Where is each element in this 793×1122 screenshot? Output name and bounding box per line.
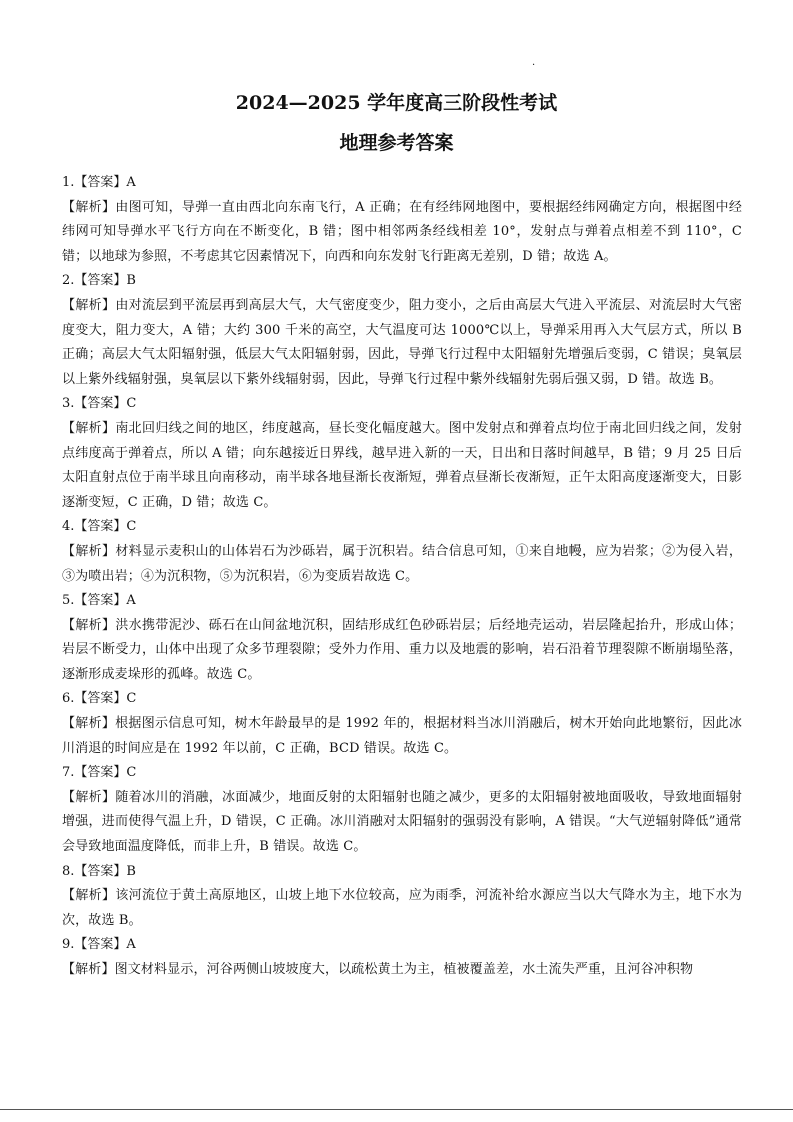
explanation-1: 【解析】由图可知，导弹一直由西北向东南飞行，A 正确；在有经纬网地图中，要根据经纬网确定方向，根据图中经纬网可知导弹水平飞行方向在不断变化，B 错；图中相邻两条经线相差 10°，发射点与弹着点相差不到 110°，C 错；以地球为参照，不考虑其它因素情况下，向西和向东发射飞行距离无差别，D 错；故选 A。: [62, 199, 742, 264]
explanation-9: 【解析】图文材料显示，河谷两侧山坡坡度大，以疏松黄土为主，植被覆盖差，水土流失严重，且河谷冲积物: [62, 962, 694, 977]
explanation-6: 【解析】根据图示信息可知，树木年龄最早的是 1992 年的，根据材料当冰川消融后，树木开始向此地繁衍，因此冰川消退的时间应是在 1992 年以前，C 正确，BCD 错误。故选 C。: [62, 716, 742, 756]
answer-9: 9.【答案】A: [62, 937, 136, 953]
answer-1: 1.【答案】A: [62, 175, 136, 190]
answer-7: 7.【答案】C: [62, 765, 137, 781]
answer-list: [62, 171, 742, 983]
explanation-4: 【解析】材料显示麦积山的山体岩石为沙砾岩，属于沉积岩。结合信息可知，①来自地幔，应为岩浆；②为侵入岩，③为喷出岩；④为沉积物，⑤为沉积岩，⑥为变质岩故选 C。: [62, 543, 742, 584]
page-subtitle: 地理参考答案: [339, 132, 454, 154]
explanation-2: 【解析】由对流层到平流层再到高层大气，大气密度变少，阻力变小，之后由高层大气进入平流层、对流层时大气密度变大，阻力变大，A 错；大约 300 千米的高空，大气温度可达 1000℃以上，导弹采用再入大气层方式，所以 B 正确；高层大气太阳辐射强，低层大气太阳辐射弱，因此，导弹飞行过程中太阳辐射先增强后变弱，C 错误；臭氧层以上紫外线辐射强，臭氧层以下紫外线辐射弱，因此，导弹飞行过程中紫外线辐射先弱后强又弱，D 错。故选 B。: [62, 297, 742, 387]
answer-2: 2.【答案】B: [62, 273, 136, 289]
answer-4: 4.【答案】C: [62, 519, 137, 535]
answer-8: 8.【答案】B: [62, 863, 136, 879]
bottom-rule: [0, 1109, 793, 1110]
explanation-3: 【解析】南北回归线之间的地区，纬度越高，昼长变化幅度越大。图中发射点和弹着点均位于南北回归线之间，发射点纬度高于弹着点，所以 A 错；向东越接近日界线，越早进入新的一天，日出和日落时间越早，B 错；9 月 25 日后太阳直射点位于南半球且向南移动，南半球各地昼渐长夜渐短，弹着点昼渐长夜渐短，正午太阳高度逐渐变大，日影逐渐变短，C 正确，D 错；故选 C。: [62, 420, 742, 510]
explanation-5: 【解析】洪水携带泥沙、砾石在山间盆地沉积，固结形成红色砂砾岩层；后经地壳运动，岩层隆起抬升，形成山体；岩层不断受力，山体中出现了众多节理裂隙；受外力作用、重力以及地震的影响，岩石沿着节理裂隙不断崩塌坠落，逐渐形成麦垛形的孤峰。故选 C。: [62, 617, 742, 682]
answer-5: 5.【答案】A: [62, 593, 136, 609]
answer-6: 6.【答案】C: [62, 691, 137, 707]
explanation-8: 【解析】该河流位于黄土高原地区，山坡上地下水位较高，应为雨季，河流补给水源应当以大气降水为主，地下水为次，故选 B。: [62, 888, 742, 928]
page-title: 2024—2025 学年度高三阶段性考试: [235, 92, 558, 114]
explanation-7: 【解析】随着冰川的消融，冰面减少，地面反射的太阳辐射也随之减少，更多的太阳辐射被地面吸收，导致地面辐射增强，进而使得气温上升，D 错误，C 正确。冰川消融对太阳辐射的强弱没有影响，A 错误。“大气逆辐射降低”通常会导致地面温度降低，而非上升，B 错误。故选 C。: [62, 789, 742, 855]
answer-3: 3.【答案】C: [62, 396, 137, 412]
header-dot: .: [532, 57, 536, 68]
